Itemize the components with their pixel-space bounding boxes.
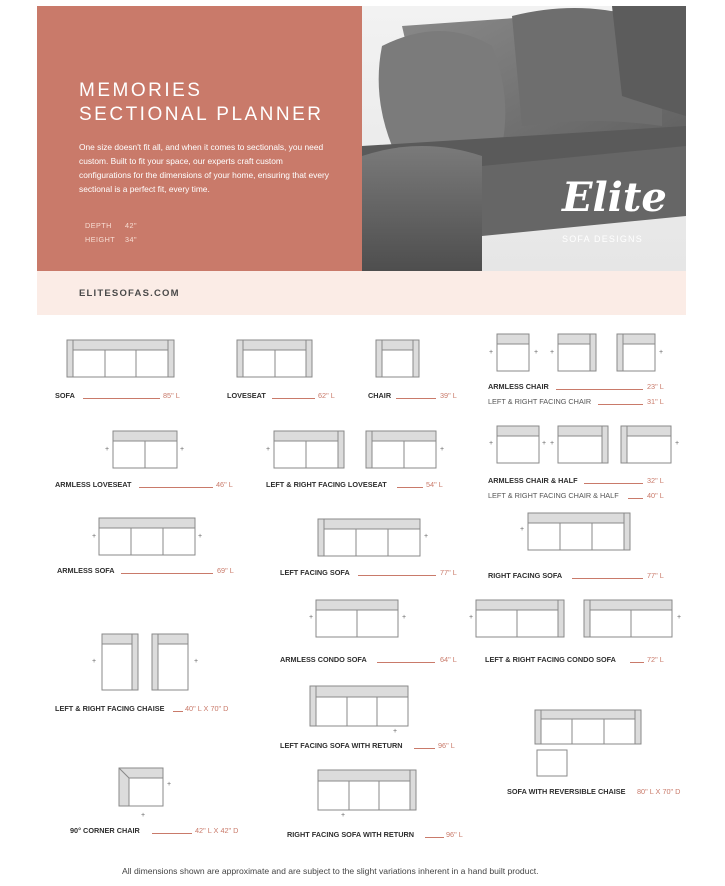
left-facing-chair-half-diagram bbox=[558, 426, 610, 464]
chaise-dim: 40" L X 70" D bbox=[185, 704, 229, 713]
loveseat-leader bbox=[272, 398, 315, 399]
connector-plus: + bbox=[550, 349, 555, 356]
left-facing-sofa-diagram bbox=[318, 519, 422, 557]
armless-chair-label: ARMLESS CHAIR bbox=[488, 382, 549, 391]
connector-plus: + bbox=[393, 728, 398, 735]
chair-dim: 39" L bbox=[440, 391, 457, 400]
armless-chair-half-label: ARMLESS CHAIR & HALF bbox=[488, 476, 578, 485]
reversible-chaise-label: SOFA WITH REVERSIBLE CHAISE bbox=[507, 787, 626, 796]
sofa-photo bbox=[362, 6, 686, 271]
connector-plus: + bbox=[659, 349, 664, 356]
armless-condo-dim: 64" L bbox=[440, 655, 457, 664]
armless-loveseat-dim: 46" L bbox=[216, 480, 233, 489]
left-facing-sofa-dim: 77" L bbox=[440, 568, 457, 577]
connector-plus: + bbox=[677, 614, 682, 621]
armless-loveseat-diagram bbox=[113, 431, 179, 469]
corner-chair-diagram bbox=[119, 768, 165, 808]
lr-chair-half-leader bbox=[628, 498, 643, 499]
lr-condo-label: LEFT & RIGHT FACING CONDO SOFA bbox=[485, 655, 616, 664]
connector-plus: + bbox=[141, 812, 146, 819]
right-return-dim: 96" L bbox=[446, 830, 463, 839]
armless-condo-leader bbox=[377, 662, 435, 663]
connector-plus: + bbox=[180, 446, 185, 453]
right-facing-chaise-diagram bbox=[152, 634, 190, 692]
left-return-dim: 96" L bbox=[438, 741, 455, 750]
connector-plus: + bbox=[194, 658, 199, 665]
loveseat-dim: 62" L bbox=[318, 391, 335, 400]
connector-plus: + bbox=[424, 533, 429, 540]
spec-height-label: HEIGHT bbox=[85, 235, 116, 244]
armless-sofa-label: ARMLESS SOFA bbox=[57, 566, 115, 575]
chaise-label: LEFT & RIGHT FACING CHAISE bbox=[55, 704, 165, 713]
lr-chair-half-label: LEFT & RIGHT FACING CHAIR & HALF bbox=[488, 491, 619, 500]
connector-plus: + bbox=[550, 440, 555, 447]
title-line-1: MEMORIES bbox=[79, 80, 203, 101]
brand-logo: Elite bbox=[562, 174, 667, 221]
left-return-label: LEFT FACING SOFA WITH RETURN bbox=[280, 741, 403, 750]
website-link[interactable]: ELITESOFAS.COM bbox=[79, 288, 180, 299]
sofa-label: SOFA bbox=[55, 391, 75, 400]
right-return-leader bbox=[425, 837, 444, 838]
connector-plus: + bbox=[489, 349, 494, 356]
armless-chair-leader bbox=[556, 389, 643, 390]
right-return-label: RIGHT FACING SOFA WITH RETURN bbox=[287, 830, 415, 839]
spec-height-value: 34" bbox=[125, 235, 138, 244]
armless-condo-label: ARMLESS CONDO SOFA bbox=[280, 655, 367, 664]
connector-plus: + bbox=[341, 812, 346, 819]
footnote: All dimensions shown are approximate and are subject to the slight variations inherent in a hand built product. bbox=[122, 866, 539, 876]
left-return-leader bbox=[414, 748, 435, 749]
lr-condo-leader bbox=[630, 662, 644, 663]
left-facing-loveseat-diagram bbox=[274, 431, 346, 469]
spec-depth-value: 42" bbox=[125, 221, 138, 230]
chair-label: CHAIR bbox=[368, 391, 392, 400]
armless-chair-half-diagram bbox=[497, 426, 541, 464]
lr-facing-chair-dim: 31" L bbox=[647, 397, 664, 406]
lr-loveseat-dim: 54" L bbox=[426, 480, 443, 489]
armless-sofa-leader bbox=[121, 573, 213, 574]
connector-plus: + bbox=[309, 614, 314, 621]
left-facing-chair-diagram bbox=[558, 334, 598, 372]
brand-tagline: SOFA DESIGNS bbox=[562, 234, 643, 244]
left-facing-sofa-label: LEFT FACING SOFA bbox=[280, 568, 350, 577]
connector-plus: + bbox=[198, 533, 203, 540]
sofa-leader bbox=[83, 398, 160, 399]
lr-loveseat-leader bbox=[397, 487, 423, 488]
left-sofa-with-return-diagram bbox=[310, 686, 410, 728]
armless-loveseat-leader bbox=[139, 487, 213, 488]
lr-condo-dim: 72" L bbox=[647, 655, 664, 664]
right-facing-loveseat-diagram bbox=[366, 431, 438, 469]
spec-depth-label: DEPTH bbox=[85, 221, 112, 230]
right-facing-chair-diagram bbox=[617, 334, 657, 372]
connector-plus: + bbox=[440, 446, 445, 453]
corner-chair-dim: 42" L X 42" D bbox=[195, 826, 239, 835]
connector-plus: + bbox=[167, 781, 172, 788]
armless-condo-sofa-diagram bbox=[316, 600, 400, 638]
corner-chair-label: 90° CORNER CHAIR bbox=[70, 826, 140, 835]
right-sofa-with-return-diagram bbox=[318, 770, 418, 812]
connector-plus: + bbox=[105, 446, 110, 453]
chair-diagram bbox=[376, 340, 420, 378]
connector-plus: + bbox=[92, 658, 97, 665]
right-facing-sofa-dim: 77" L bbox=[647, 571, 664, 580]
connector-plus: + bbox=[542, 440, 547, 447]
connector-plus: + bbox=[489, 440, 494, 447]
lr-loveseat-label: LEFT & RIGHT FACING LOVESEAT bbox=[266, 480, 387, 489]
chaise-leader bbox=[173, 711, 183, 712]
armless-chair-half-dim: 32" L bbox=[647, 476, 664, 485]
loveseat-diagram bbox=[237, 340, 313, 378]
right-facing-sofa-diagram bbox=[528, 513, 632, 551]
connector-plus: + bbox=[266, 446, 271, 453]
loveseat-label: LOVESEAT bbox=[227, 391, 266, 400]
sofa-photo-illustration bbox=[362, 6, 686, 271]
left-facing-condo-diagram bbox=[476, 600, 568, 638]
intro-text: One size doesn't fit all, and when it comes to sectionals, you need custom. Built to fit your space, our experts craft custom configurations for the dimensions of your home, ensuring that every sectional is a perfect fit, every time. bbox=[79, 142, 329, 194]
chair-leader bbox=[396, 398, 436, 399]
url-bar bbox=[37, 271, 686, 315]
right-facing-condo-diagram bbox=[584, 600, 676, 638]
header-panel bbox=[37, 6, 362, 271]
corner-chair-leader bbox=[152, 833, 192, 834]
right-facing-sofa-label: RIGHT FACING SOFA bbox=[488, 571, 563, 580]
connector-plus: + bbox=[92, 533, 97, 540]
lr-facing-chair-leader bbox=[598, 404, 643, 405]
armless-chair-diagram bbox=[497, 334, 533, 372]
title-line-2: SECTIONAL PLANNER bbox=[79, 104, 324, 125]
connector-plus: + bbox=[520, 526, 525, 533]
sofa-diagram bbox=[67, 340, 175, 378]
armless-chair-dim: 23" L bbox=[647, 382, 664, 391]
left-facing-sofa-leader bbox=[358, 575, 436, 576]
left-facing-chaise-diagram bbox=[102, 634, 140, 692]
right-facing-sofa-leader bbox=[572, 578, 643, 579]
armless-sofa-diagram bbox=[99, 518, 197, 556]
sofa-reversible-chaise-diagram bbox=[535, 710, 643, 778]
lr-chair-half-dim: 40" L bbox=[647, 491, 664, 500]
sofa-dim: 85" L bbox=[163, 391, 180, 400]
right-facing-chair-half-diagram bbox=[621, 426, 673, 464]
connector-plus: + bbox=[469, 614, 474, 621]
armless-sofa-dim: 69" L bbox=[217, 566, 234, 575]
armless-loveseat-label: ARMLESS LOVESEAT bbox=[55, 480, 132, 489]
reversible-chaise-dim: 80" L X 70" D bbox=[637, 787, 681, 796]
connector-plus: + bbox=[534, 349, 539, 356]
armless-chair-half-leader bbox=[584, 483, 643, 484]
connector-plus: + bbox=[675, 440, 680, 447]
lr-facing-chair-label: LEFT & RIGHT FACING CHAIR bbox=[488, 397, 592, 406]
connector-plus: + bbox=[402, 614, 407, 621]
